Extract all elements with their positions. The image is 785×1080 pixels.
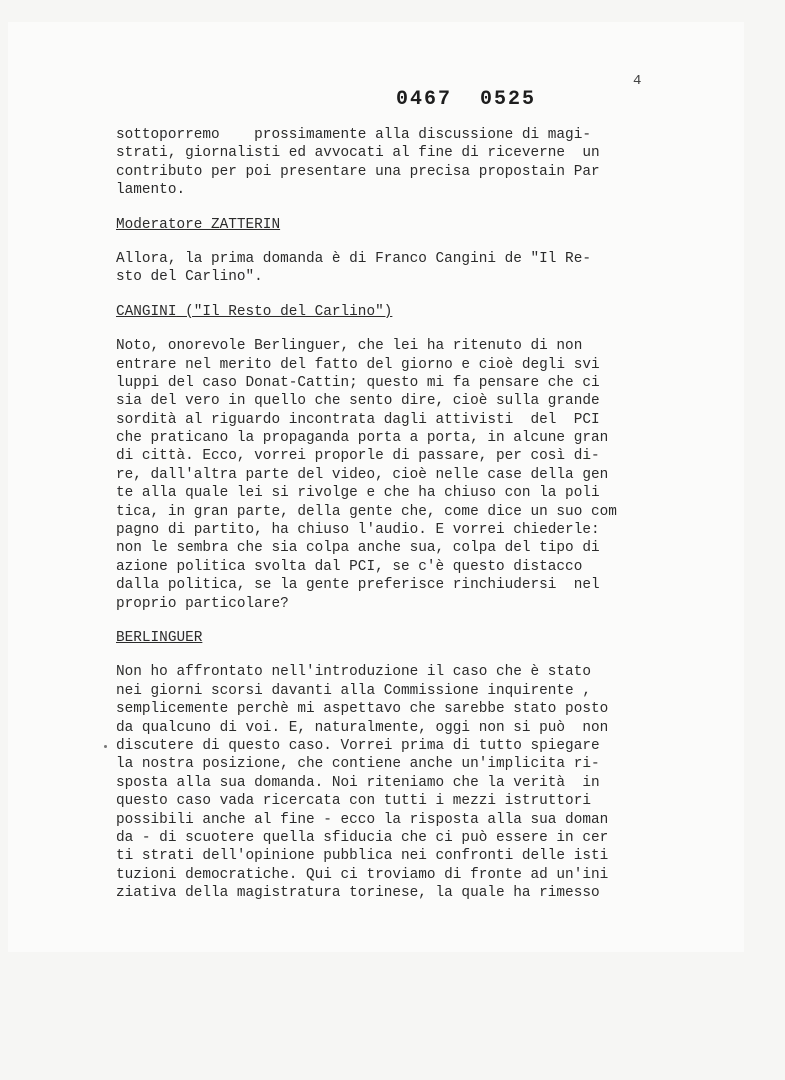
- text-line: entrare nel merito del fatto del giorno e cioè degli svi: [116, 356, 600, 373]
- text-line: ti strati dell'opinione pubblica nei confronti delle isti: [116, 848, 609, 865]
- speaker-heading-zatterin: Moderatore ZATTERIN: [116, 216, 281, 233]
- paragraph-2: [116, 250, 636, 287]
- text-line: sordità al riguardo incontrata dagli attivisti del PCI: [116, 411, 600, 428]
- speaker-name: CANGINI: [116, 303, 177, 320]
- text-line: Noto, onorevole Berlinguer, che lei ha ritenuto di non: [116, 338, 583, 355]
- text-line: da qualcuno di voi. E, naturalmente, oggi non si può non: [116, 719, 609, 736]
- text-line: questo caso vada ricercata con tutti i mezzi istruttori: [116, 793, 591, 810]
- text-line: lamento.: [116, 182, 186, 199]
- text-line: azione politica svolta dal PCI, se c'è questo distacco: [116, 558, 583, 575]
- paragraph-1: [116, 126, 636, 200]
- text-line: semplicemente perchè mi aspettavo che sarebbe stato posto: [116, 701, 609, 718]
- text-line: possibili anche al fine - ecco la risposta alla sua doman: [116, 811, 609, 828]
- page-number: 4: [633, 73, 642, 89]
- text-line: la nostra posizione, che contiene anche un'implicita ri-: [116, 756, 600, 773]
- text-line: proprio particolare?: [116, 595, 289, 612]
- scan-speck: [104, 745, 107, 748]
- text-line: contributo per poi presentare una precisa propostain Par: [116, 163, 600, 180]
- document-code: 0467 0525: [396, 88, 537, 111]
- text-line: tica, in gran parte, della gente che, come dice un suo com: [116, 503, 617, 520]
- text-line: di città. Ecco, vorrei proporle di passare, per così di-: [116, 448, 600, 465]
- text-line: te alla quale lei si rivolge e che ha chiuso con la poli: [116, 485, 600, 502]
- text-line: strati, giornalisti ed avvocati al fine di riceverne un: [116, 145, 600, 162]
- speaker-heading-berlinguer: BERLINGUER: [116, 629, 203, 646]
- text-line: sia del vero in quello che sento dire, cioè sulla grande: [116, 393, 600, 410]
- text-line: ziativa della magistratura torinese, la quale ha rimesso: [116, 885, 600, 902]
- speaker-affiliation: ("Il Resto del Carlino"): [176, 303, 393, 320]
- text-line: re, dall'altra parte del video, cioè nelle case della gen: [116, 466, 609, 483]
- text-line: pagno di partito, ha chiuso l'audio. E vorrei chiederle:: [116, 522, 600, 539]
- text-line: tuzioni democratiche. Qui ci troviamo di fronte ad un'ini: [116, 866, 609, 883]
- text-line: dalla politica, se la gente preferisce rinchiudersi nel: [116, 577, 600, 594]
- text-line: Non ho affrontato nell'introduzione il caso che è stato: [116, 664, 591, 681]
- text-line: sottoporremo prossimamente alla discussione di magi-: [116, 127, 591, 143]
- text-line: sto del Carlino".: [116, 269, 263, 286]
- text-line: discutere di questo caso. Vorrei prima di tutto spiegare: [116, 737, 600, 754]
- transcript-body: [116, 126, 636, 902]
- text-line: che praticano la propaganda porta a porta, in alcune gran: [116, 430, 609, 447]
- text-line: non le sembra che sia colpa anche sua, colpa del tipo di: [116, 540, 600, 557]
- text-line: luppi del caso Donat-Cattin; questo mi fa pensare che ci: [116, 374, 600, 391]
- speaker-heading-cangini: [116, 303, 636, 321]
- text-line: da - di scuotere quella sfiducia che ci può essere in cer: [116, 829, 609, 846]
- text-line: sposta alla sua domanda. Noi riteniamo che la verità in: [116, 774, 600, 791]
- text-line: nei giorni scorsi davanti alla Commissione inquirente ,: [116, 682, 591, 699]
- paragraph-4: [116, 663, 636, 902]
- paragraph-3: [116, 337, 636, 613]
- text-line: Allora, la prima domanda è di Franco Cangini de "Il Re-: [116, 250, 591, 267]
